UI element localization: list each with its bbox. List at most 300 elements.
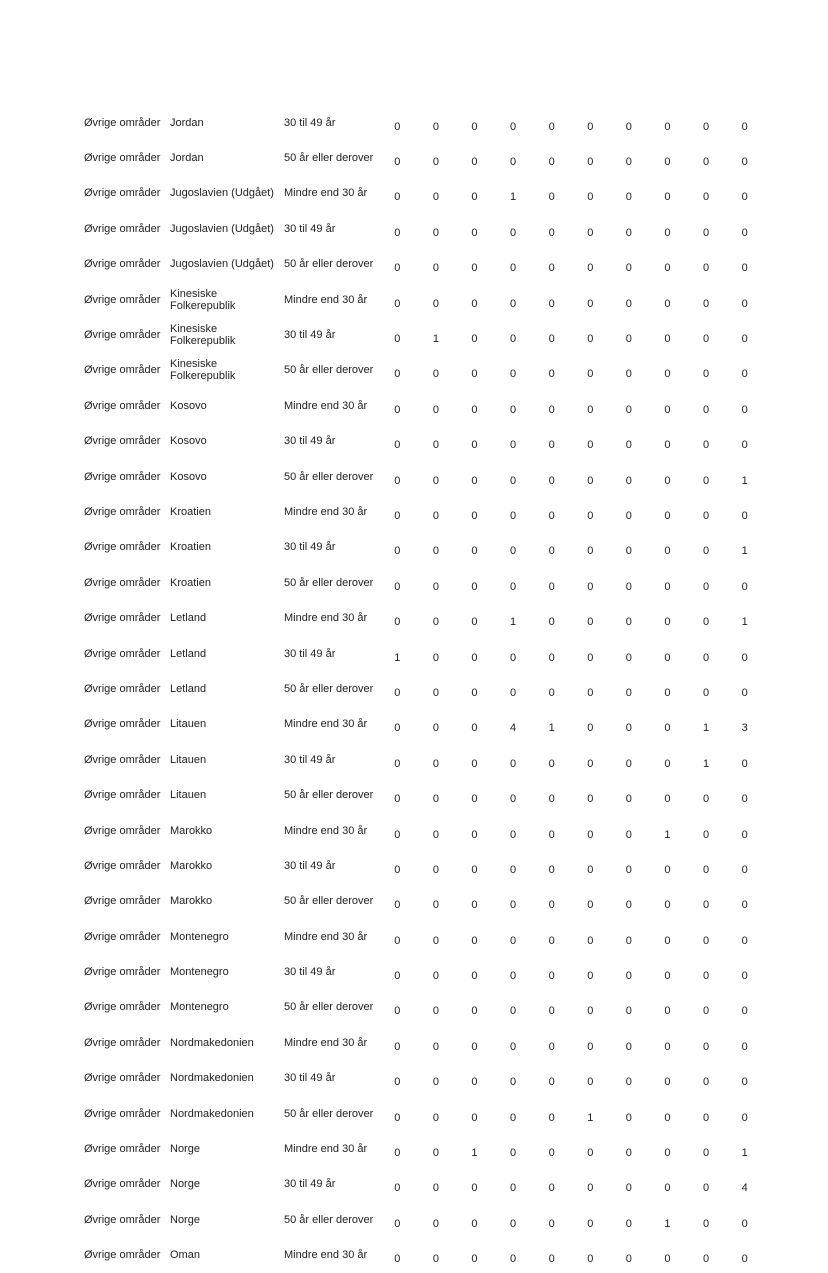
value-cell-text: 0 xyxy=(548,403,555,416)
value-cell xyxy=(417,813,456,848)
age-group-cell-text: Mindre end 30 år xyxy=(284,718,368,731)
value-cell-text: 0 xyxy=(394,1076,401,1089)
value-cell-text: 0 xyxy=(741,262,748,275)
age-group-cell-text: Mindre end 30 år xyxy=(284,930,368,943)
value-cell-text: 0 xyxy=(587,474,594,487)
value-cell xyxy=(648,884,687,919)
value-cell-text: 0 xyxy=(471,545,478,558)
value-cell-text: 0 xyxy=(432,1040,439,1053)
country-cell xyxy=(170,1096,284,1131)
value-cell xyxy=(571,848,610,883)
value-cell xyxy=(610,176,649,211)
value-cell xyxy=(687,494,726,529)
value-cell xyxy=(648,1167,687,1202)
value-cell-text: 0 xyxy=(702,509,710,522)
value-cell xyxy=(725,777,764,812)
value-cell-text: 0 xyxy=(432,120,439,133)
value-cell-text: 0 xyxy=(702,1111,710,1124)
value-cell xyxy=(648,848,687,883)
table-row xyxy=(84,247,764,282)
value-cell xyxy=(571,424,610,459)
value-cell-text: 0 xyxy=(471,262,478,275)
value-cell xyxy=(494,1061,533,1096)
value-cell-text: 0 xyxy=(548,1040,555,1053)
value-cell-text: 0 xyxy=(587,899,594,912)
region-cell xyxy=(84,813,170,848)
value-cell xyxy=(571,707,610,742)
value-cell xyxy=(378,353,417,388)
table-row xyxy=(84,176,764,211)
value-cell xyxy=(725,600,764,635)
value-cell xyxy=(687,707,726,742)
value-cell-text: 0 xyxy=(394,934,401,947)
value-cell xyxy=(648,1202,687,1237)
region-cell-text: Øvrige områder xyxy=(84,364,161,377)
value-cell xyxy=(725,424,764,459)
age-group-cell-text: 30 til 49 år xyxy=(284,753,336,766)
value-cell xyxy=(417,565,456,600)
value-cell xyxy=(725,494,764,529)
value-cell xyxy=(417,707,456,742)
table-row xyxy=(84,459,764,494)
value-cell-text: 0 xyxy=(664,297,671,310)
value-cell xyxy=(648,671,687,706)
value-cell-text: 4 xyxy=(510,722,517,735)
region-cell xyxy=(84,530,170,565)
value-cell xyxy=(532,105,571,140)
value-cell-text: 0 xyxy=(548,226,555,239)
value-cell-text: 0 xyxy=(471,722,478,735)
value-cell xyxy=(532,353,571,388)
country-cell xyxy=(170,1238,284,1273)
value-cell-text: 0 xyxy=(587,403,594,416)
region-cell xyxy=(84,777,170,812)
value-cell xyxy=(725,105,764,140)
value-cell xyxy=(417,1061,456,1096)
region-cell-text: Øvrige områder xyxy=(84,895,161,908)
value-cell xyxy=(610,1202,649,1237)
value-cell xyxy=(532,317,571,352)
region-cell-text: Øvrige områder xyxy=(84,789,161,802)
value-cell xyxy=(417,742,456,777)
value-cell-text: 0 xyxy=(625,509,632,522)
value-cell-text: 0 xyxy=(625,828,632,841)
value-cell-text: 0 xyxy=(548,616,555,629)
value-cell xyxy=(494,1202,533,1237)
age-group-cell xyxy=(284,176,378,211)
value-cell-text: 0 xyxy=(625,616,632,629)
value-cell xyxy=(610,848,649,883)
region-cell-text: Øvrige områder xyxy=(84,541,161,554)
region-cell xyxy=(84,247,170,282)
value-cell xyxy=(571,1025,610,1060)
country-cell-text: Nordmakedonien xyxy=(170,1036,254,1049)
value-cell-text: 0 xyxy=(394,474,401,487)
value-cell xyxy=(455,919,494,954)
value-cell-text: 0 xyxy=(741,226,748,239)
region-cell xyxy=(84,671,170,706)
value-cell xyxy=(725,1202,764,1237)
value-cell xyxy=(648,140,687,175)
value-cell xyxy=(378,636,417,671)
value-cell-text: 0 xyxy=(432,1005,439,1018)
value-cell-text: 0 xyxy=(587,120,594,133)
value-cell xyxy=(532,1202,571,1237)
age-group-cell-text: 30 til 49 år xyxy=(284,435,336,448)
region-cell xyxy=(84,353,170,388)
value-cell-text: 0 xyxy=(587,934,594,947)
value-cell-text: 0 xyxy=(625,934,632,947)
value-cell-text: 0 xyxy=(741,120,748,133)
value-cell xyxy=(571,530,610,565)
value-cell xyxy=(687,954,726,989)
age-group-cell-text: Mindre end 30 år xyxy=(284,612,368,625)
value-cell xyxy=(648,954,687,989)
value-cell-text: 0 xyxy=(625,863,632,876)
value-cell-text: 0 xyxy=(664,1076,671,1089)
value-cell-text: 0 xyxy=(394,1147,401,1160)
value-cell xyxy=(687,990,726,1025)
value-cell-text: 0 xyxy=(510,474,517,487)
value-cell-text: 0 xyxy=(664,651,671,664)
value-cell-text: 0 xyxy=(587,368,594,381)
value-cell-text: 0 xyxy=(664,970,671,983)
value-cell-text: 0 xyxy=(587,793,594,806)
value-cell xyxy=(648,353,687,388)
value-cell-text: 0 xyxy=(548,120,555,133)
value-cell-text: 0 xyxy=(741,863,748,876)
value-cell xyxy=(532,1238,571,1273)
value-cell-text: 1 xyxy=(664,1217,671,1230)
value-cell-text: 0 xyxy=(548,368,555,381)
country-cell xyxy=(170,459,284,494)
value-cell xyxy=(725,140,764,175)
value-cell-text: 0 xyxy=(741,333,748,346)
value-cell-text: 0 xyxy=(432,580,439,593)
value-cell xyxy=(455,494,494,529)
value-cell xyxy=(494,459,533,494)
region-cell xyxy=(84,388,170,423)
table-row xyxy=(84,282,764,317)
country-cell-text: Kroatien xyxy=(170,505,211,518)
value-cell xyxy=(571,1238,610,1273)
value-cell-text: 0 xyxy=(510,545,517,558)
value-cell-text: 0 xyxy=(702,1005,710,1018)
region-cell-text: Øvrige områder xyxy=(84,612,161,625)
value-cell-text: 0 xyxy=(548,828,555,841)
value-cell-text: 0 xyxy=(510,1253,517,1266)
value-cell-text: 0 xyxy=(432,863,439,876)
value-cell xyxy=(455,1096,494,1131)
value-cell xyxy=(687,1096,726,1131)
value-cell-text: 0 xyxy=(664,1005,671,1018)
value-cell-text: 0 xyxy=(471,651,478,664)
value-cell xyxy=(378,317,417,352)
region-cell-text: Øvrige områder xyxy=(84,470,161,483)
table-row xyxy=(84,494,764,529)
value-cell xyxy=(687,742,726,777)
value-cell-text: 0 xyxy=(510,651,517,664)
value-cell xyxy=(417,388,456,423)
value-cell-text: 0 xyxy=(548,1253,555,1266)
value-cell-text: 0 xyxy=(702,970,710,983)
age-group-cell xyxy=(284,1096,378,1131)
value-cell xyxy=(378,1131,417,1166)
value-cell xyxy=(532,565,571,600)
region-cell-text: Øvrige områder xyxy=(84,399,161,412)
value-cell xyxy=(532,247,571,282)
country-cell-text: Norge xyxy=(170,1143,200,1156)
country-cell xyxy=(170,424,284,459)
value-cell-text: 0 xyxy=(394,191,401,204)
value-cell-text: 0 xyxy=(510,580,517,593)
value-cell-text: 0 xyxy=(741,1217,748,1230)
value-cell-text: 0 xyxy=(394,156,401,169)
region-cell-text: Øvrige områder xyxy=(84,930,161,943)
value-cell-text: 0 xyxy=(471,793,478,806)
value-cell-text: 0 xyxy=(741,899,748,912)
value-cell xyxy=(378,1025,417,1060)
value-cell-text: 0 xyxy=(510,509,517,522)
region-cell xyxy=(84,600,170,635)
value-cell-text: 0 xyxy=(471,899,478,912)
value-cell-text: 0 xyxy=(741,403,748,416)
age-group-cell-text: 50 år eller derover xyxy=(284,152,374,165)
value-cell-text: 0 xyxy=(432,545,439,558)
region-cell xyxy=(84,707,170,742)
age-group-cell-text: 50 år eller derover xyxy=(284,789,374,802)
value-cell xyxy=(571,140,610,175)
value-cell xyxy=(725,742,764,777)
value-cell xyxy=(610,636,649,671)
value-cell xyxy=(378,777,417,812)
value-cell-text: 0 xyxy=(432,970,439,983)
value-cell-text: 0 xyxy=(664,509,671,522)
value-cell-text: 0 xyxy=(548,1111,555,1124)
value-cell-text: 0 xyxy=(702,226,710,239)
value-cell-text: 0 xyxy=(625,1182,632,1195)
age-group-cell-text: Mindre end 30 år xyxy=(284,1143,368,1156)
value-cell-text: 0 xyxy=(587,863,594,876)
value-cell-text: 0 xyxy=(587,1040,594,1053)
value-cell-text: 0 xyxy=(394,262,401,275)
value-cell xyxy=(455,530,494,565)
value-cell-text: 0 xyxy=(471,1253,478,1266)
value-cell xyxy=(455,671,494,706)
country-cell xyxy=(170,954,284,989)
value-cell xyxy=(494,1238,533,1273)
value-cell xyxy=(687,565,726,600)
value-cell xyxy=(378,954,417,989)
country-cell-text: Jugoslavien (Udgået) xyxy=(170,258,274,271)
value-cell-text: 0 xyxy=(702,616,710,629)
region-cell xyxy=(84,140,170,175)
value-cell xyxy=(378,1061,417,1096)
value-cell xyxy=(532,1061,571,1096)
value-cell xyxy=(455,459,494,494)
value-cell-text: 0 xyxy=(702,1076,710,1089)
value-cell xyxy=(417,530,456,565)
value-cell-text: 0 xyxy=(432,793,439,806)
value-cell xyxy=(417,671,456,706)
value-cell xyxy=(417,1202,456,1237)
value-cell xyxy=(532,530,571,565)
value-cell-text: 0 xyxy=(587,1005,594,1018)
value-cell xyxy=(494,282,533,317)
value-cell-text: 0 xyxy=(587,757,594,770)
value-cell-text: 0 xyxy=(625,651,632,664)
region-cell xyxy=(84,919,170,954)
value-cell-text: 0 xyxy=(548,686,555,699)
value-cell xyxy=(455,954,494,989)
region-cell xyxy=(84,1096,170,1131)
value-cell xyxy=(494,247,533,282)
table-row xyxy=(84,388,764,423)
country-cell xyxy=(170,353,284,388)
country-cell-text: Norge xyxy=(170,1213,200,1226)
value-cell-text: 1 xyxy=(702,722,710,735)
value-cell xyxy=(417,247,456,282)
region-cell-text: Øvrige områder xyxy=(84,1249,161,1262)
value-cell-text: 0 xyxy=(471,439,478,452)
value-cell-text: 0 xyxy=(625,1005,632,1018)
value-cell-text: 0 xyxy=(741,297,748,310)
value-cell-text: 0 xyxy=(394,120,401,133)
value-cell xyxy=(532,211,571,246)
country-cell-text: Montenegro xyxy=(170,930,229,943)
country-cell xyxy=(170,317,284,352)
value-cell xyxy=(417,636,456,671)
region-cell-text: Øvrige områder xyxy=(84,293,161,306)
table-row xyxy=(84,1096,764,1131)
value-cell xyxy=(455,1238,494,1273)
value-cell xyxy=(455,388,494,423)
value-cell-text: 0 xyxy=(510,899,517,912)
value-cell xyxy=(571,777,610,812)
value-cell xyxy=(687,884,726,919)
value-cell-text: 0 xyxy=(625,226,632,239)
age-group-cell xyxy=(284,105,378,140)
value-cell xyxy=(648,1131,687,1166)
country-cell xyxy=(170,813,284,848)
value-cell-text: 0 xyxy=(548,545,555,558)
value-cell-text: 0 xyxy=(548,899,555,912)
value-cell xyxy=(455,636,494,671)
region-cell-text: Øvrige områder xyxy=(84,329,161,342)
value-cell-text: 0 xyxy=(510,1005,517,1018)
value-cell-text: 0 xyxy=(702,1253,710,1266)
value-cell xyxy=(725,1096,764,1131)
region-cell-text: Øvrige områder xyxy=(84,1213,161,1226)
value-cell-text: 1 xyxy=(471,1147,478,1160)
value-cell-text: 0 xyxy=(702,403,710,416)
value-cell xyxy=(725,636,764,671)
age-group-cell xyxy=(284,1167,378,1202)
age-group-cell xyxy=(284,424,378,459)
age-group-cell-text: Mindre end 30 år xyxy=(284,1036,368,1049)
age-group-cell-text: 50 år eller derover xyxy=(284,895,374,908)
value-cell-text: 0 xyxy=(664,1147,671,1160)
age-group-cell xyxy=(284,636,378,671)
age-group-cell xyxy=(284,1131,378,1166)
value-cell xyxy=(455,1131,494,1166)
value-cell-text: 0 xyxy=(702,368,710,381)
value-cell-text: 0 xyxy=(432,616,439,629)
value-cell xyxy=(725,1061,764,1096)
value-cell-text: 0 xyxy=(548,509,555,522)
country-cell xyxy=(170,919,284,954)
value-cell xyxy=(532,707,571,742)
value-cell xyxy=(571,565,610,600)
value-cell xyxy=(725,919,764,954)
value-cell-text: 0 xyxy=(432,899,439,912)
country-cell-text: Oman xyxy=(170,1249,200,1262)
value-cell-text: 0 xyxy=(587,580,594,593)
region-cell-text: Øvrige områder xyxy=(84,1178,161,1191)
value-cell-text: 0 xyxy=(702,297,710,310)
region-cell-text: Øvrige områder xyxy=(84,647,161,660)
value-cell xyxy=(494,105,533,140)
value-cell-text: 0 xyxy=(432,828,439,841)
value-cell-text: 0 xyxy=(625,333,632,346)
age-group-cell xyxy=(284,813,378,848)
value-cell xyxy=(494,140,533,175)
value-cell-text: 0 xyxy=(548,1005,555,1018)
value-cell-text: 0 xyxy=(548,793,555,806)
country-cell-text: Kosovo xyxy=(170,435,207,448)
value-cell-text: 0 xyxy=(587,651,594,664)
value-cell-text: 0 xyxy=(741,1111,748,1124)
value-cell xyxy=(648,459,687,494)
country-cell-text: Kinesiske Folkerepublik xyxy=(170,323,236,348)
value-cell xyxy=(494,636,533,671)
value-cell-text: 0 xyxy=(548,1076,555,1089)
value-cell-text: 0 xyxy=(510,120,517,133)
value-cell-text: 0 xyxy=(471,156,478,169)
value-cell-text: 1 xyxy=(587,1111,594,1124)
value-cell-text: 0 xyxy=(587,509,594,522)
value-cell-text: 0 xyxy=(510,262,517,275)
value-cell-text: 0 xyxy=(432,757,439,770)
value-cell-text: 0 xyxy=(741,509,748,522)
value-cell xyxy=(648,565,687,600)
value-cell xyxy=(378,211,417,246)
value-cell xyxy=(610,813,649,848)
value-cell-text: 0 xyxy=(587,156,594,169)
data-table xyxy=(84,105,764,1273)
table-row xyxy=(84,884,764,919)
country-cell xyxy=(170,742,284,777)
value-cell xyxy=(725,1167,764,1202)
value-cell xyxy=(610,1167,649,1202)
value-cell xyxy=(610,140,649,175)
age-group-cell xyxy=(284,211,378,246)
value-cell xyxy=(610,353,649,388)
region-cell xyxy=(84,424,170,459)
country-cell-text: Jordan xyxy=(170,152,204,165)
value-cell xyxy=(648,247,687,282)
value-cell xyxy=(417,176,456,211)
table-row xyxy=(84,742,764,777)
value-cell-text: 0 xyxy=(702,1040,710,1053)
age-group-cell-text: 50 år eller derover xyxy=(284,576,374,589)
value-cell-text: 0 xyxy=(510,439,517,452)
value-cell xyxy=(648,1025,687,1060)
value-cell xyxy=(494,884,533,919)
value-cell xyxy=(417,282,456,317)
value-cell xyxy=(455,565,494,600)
age-group-cell xyxy=(284,247,378,282)
